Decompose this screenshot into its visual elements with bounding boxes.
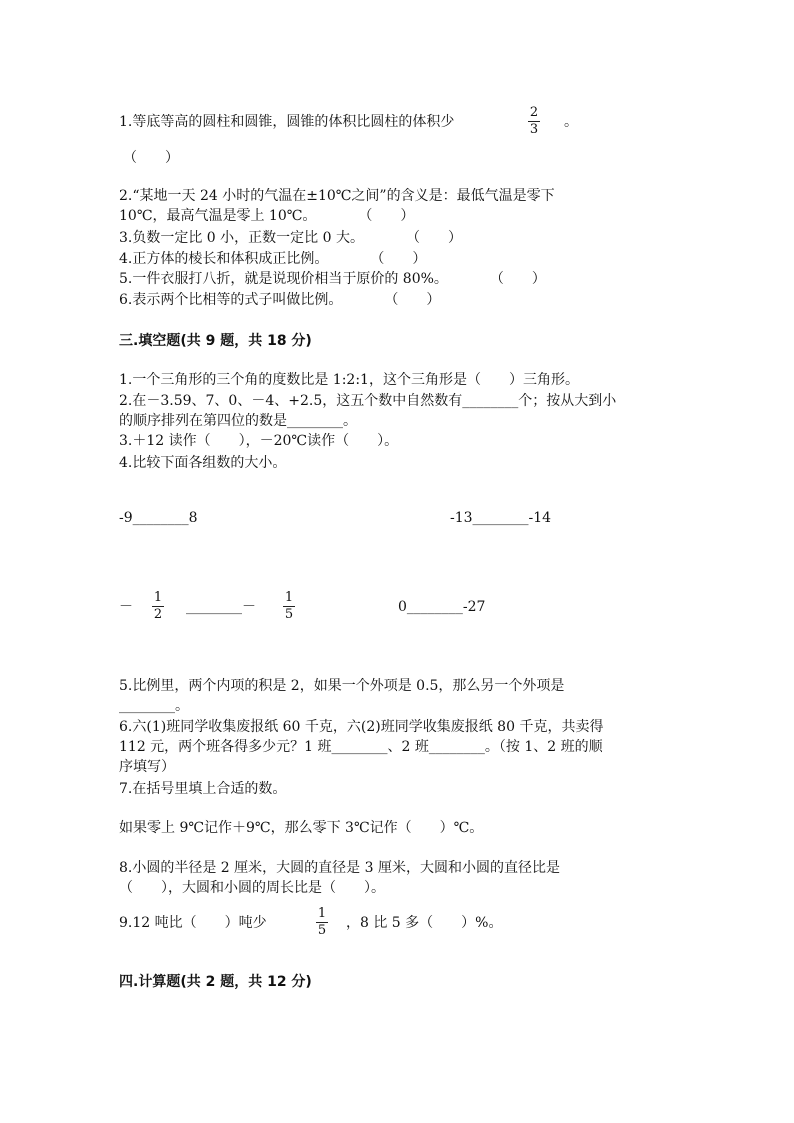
- fraction-denominator: 2: [153, 607, 163, 622]
- fraction-numerator: 1: [284, 590, 294, 605]
- fraction-denominator: 5: [317, 923, 327, 938]
- compare-item-2: -13________-14: [450, 510, 552, 526]
- fill-question-1: 1.一个三角形的三个角的度数比是 1:2:1，这个三角形是（ ）三角形。: [119, 372, 579, 388]
- fill-question-9-fraction: [314, 907, 330, 938]
- section-3-title: 三.填空题(共 9 题，共 18 分): [119, 333, 312, 349]
- tf-question-4: 4.正方体的棱长和体积成正比例。 （ ）: [119, 251, 427, 267]
- section-4-title: 四.计算题(共 2 题，共 12 分): [119, 974, 312, 990]
- tf-question-1-end: 。: [564, 114, 578, 130]
- tf-question-1-fraction: [526, 106, 542, 137]
- compare-item-3-minus: －: [119, 599, 133, 615]
- tf-question-2-line2: 10℃，最高气温是零上 10℃。 （ ）: [119, 208, 415, 224]
- tf-question-1-answer-paren[interactable]: （ ）: [123, 150, 179, 166]
- fill-question-6-line1: 6.六(1)班同学收集废报纸 60 千克，六(2)班同学收集废报纸 80 千克，共卖得: [119, 719, 604, 735]
- fill-question-3: 3.＋12 读作（ ），－20℃读作（ ）。: [119, 433, 399, 449]
- fill-question-7-sub: 如果零上 9℃记作＋9℃，那么零下 3℃记作（ ）℃。: [119, 820, 484, 836]
- fill-question-8-line2: （ ），大圆和小圆的周长比是（ ）。: [119, 880, 385, 896]
- compare-item-3-fraction-2: [281, 591, 297, 622]
- fill-question-6-line2: 112 元，两个班各得多少元？1 班________、2 班________。（按 1、2 班的顺: [119, 739, 603, 755]
- fraction-numerator: 1: [153, 590, 163, 605]
- fill-question-2-line2: 的顺序排列在第四位的数是________。: [119, 413, 357, 429]
- fill-question-8-line1: 8.小圆的半径是 2 厘米，大圆的直径是 3 厘米，大圆和小圆的直径比是: [119, 860, 560, 876]
- compare-item-4: 0________-27: [398, 599, 486, 615]
- tf-question-2-line1: 2.“某地一天 24 小时的气温在±10℃之间”的含义是：最低气温是零下: [119, 188, 555, 204]
- fill-question-2-line1: 2.在－3.59、7、0、－4、+2.5，这五个数中自然数有________个；按从大到小: [119, 393, 617, 409]
- tf-question-1: [119, 112, 454, 132]
- fill-question-9-post: ，8 比 5 多（ ）%。: [346, 915, 503, 931]
- tf-question-5: 5.一件衣服打八折，就是说现价相当于原价的 80%。 （ ）: [119, 271, 546, 287]
- fill-question-9-pre: 9.12 吨比（ ）吨少: [119, 915, 267, 931]
- tf-question-6: 6.表示两个比相等的式子叫做比例。 （ ）: [119, 292, 441, 308]
- fill-question-5-line1: 5.比例里，两个内项的积是 2，如果一个外项是 0.5，那么另一个外项是: [119, 678, 565, 694]
- compare-item-1: -9________8: [119, 510, 198, 526]
- compare-item-3-blank: ________－: [186, 599, 256, 615]
- fraction-denominator: 3: [529, 122, 539, 137]
- fill-question-4: 4.比较下面各组数的大小。: [119, 455, 287, 471]
- fraction-numerator: 1: [317, 906, 327, 921]
- fraction-denominator: 5: [284, 607, 294, 622]
- fill-question-6-line3: 序填写）: [119, 759, 175, 775]
- fill-question-7: 7.在括号里填上合适的数。: [119, 781, 287, 797]
- tf-question-3: 3.负数一定比 0 小，正数一定比 0 大。 （ ）: [119, 230, 462, 246]
- tf-question-1-text: 1.等底等高的圆柱和圆锥，圆锥的体积比圆柱的体积少: [119, 114, 455, 130]
- fill-question-5-line2: ________。: [119, 698, 189, 714]
- compare-item-3-fraction-1: [150, 591, 166, 622]
- fraction-numerator: 2: [529, 105, 539, 120]
